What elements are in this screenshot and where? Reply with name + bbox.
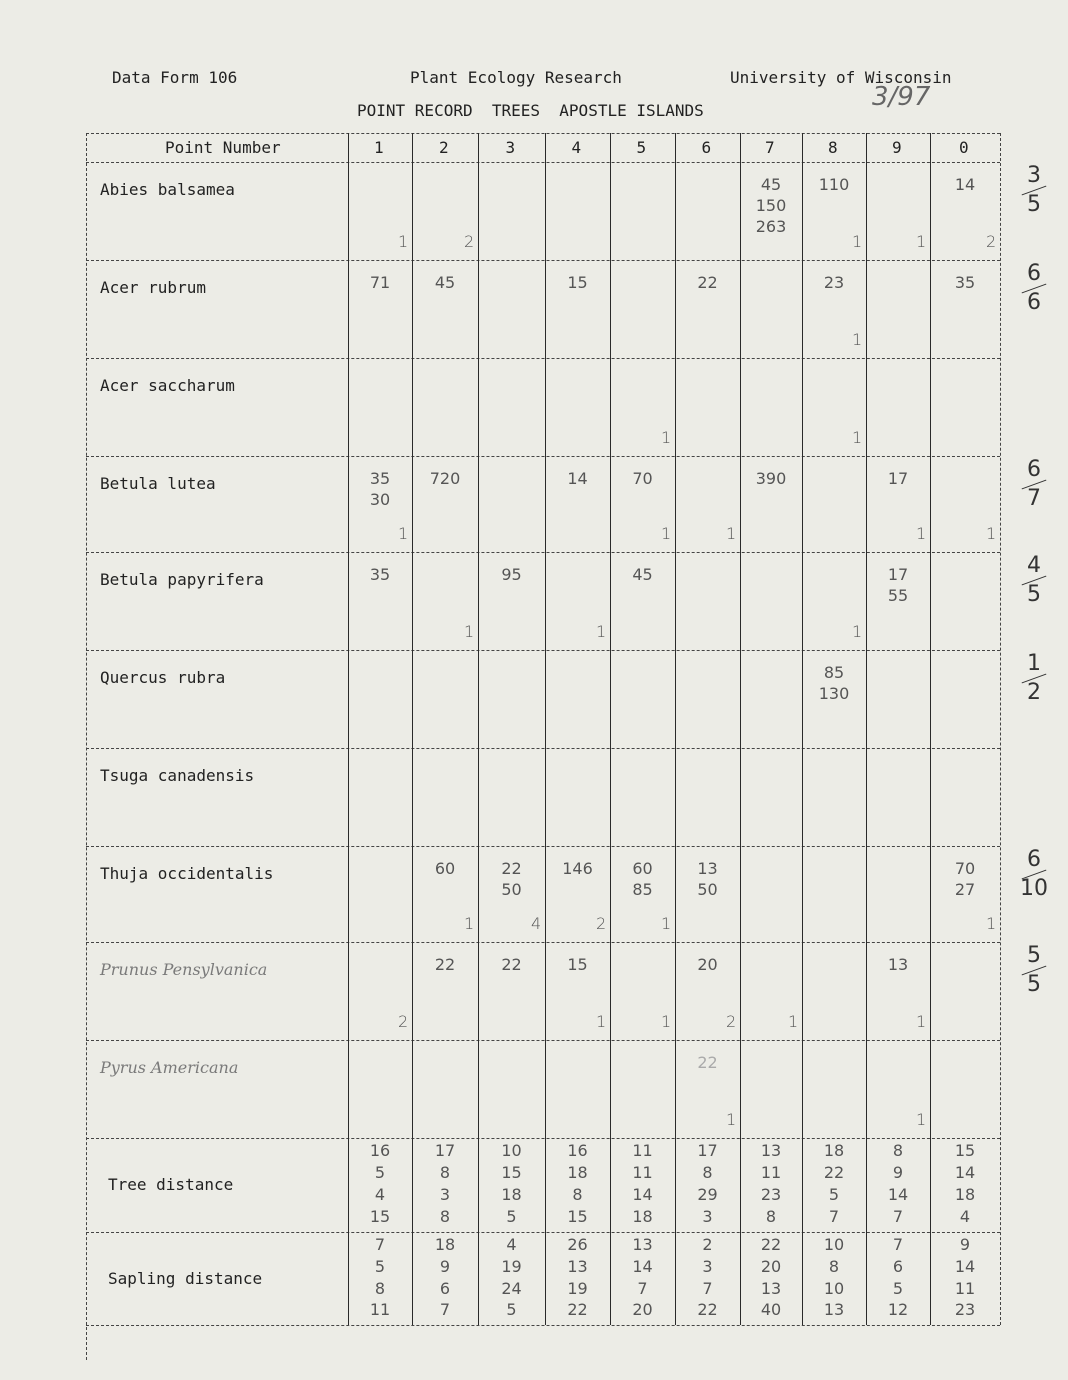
- distance-values: 9 14 11 23: [954, 1235, 976, 1320]
- row-summary-fraction: [1012, 458, 1056, 511]
- cell-value: 13: [887, 955, 909, 974]
- cell-count: 1: [726, 524, 737, 543]
- cell-value: 35 30: [369, 469, 391, 509]
- point-number: 4: [571, 138, 582, 157]
- distance-values: 16 18 8 15: [567, 1141, 588, 1226]
- cell-count: 1: [852, 622, 863, 641]
- cell-count: 1: [661, 524, 672, 543]
- cell-value: 20: [697, 955, 718, 974]
- row-summary-fraction: [1012, 652, 1056, 705]
- cell-count: 1: [596, 622, 607, 641]
- cell-count: 1: [852, 232, 863, 251]
- cell-value: 85 130: [818, 663, 850, 703]
- cell-value: 720: [429, 469, 461, 488]
- distance-values: 17 8 3 8: [434, 1141, 456, 1226]
- cell-count: 1: [398, 524, 409, 543]
- species-name: Thuja occidentalis: [100, 864, 274, 883]
- cell-count: 1: [788, 1012, 799, 1031]
- species-name: Pyrus Americana: [100, 1058, 239, 1077]
- species-name: Prunus Pensylvanica: [100, 960, 268, 979]
- column-divider: [675, 133, 676, 1325]
- cell-value: 390: [755, 469, 787, 488]
- cell-value: 14: [567, 469, 588, 488]
- cell-value: 45: [434, 273, 456, 292]
- species-name: Betula lutea: [100, 474, 216, 493]
- column-divider: [478, 133, 479, 1325]
- distance-values: 7 6 5 12: [887, 1235, 909, 1320]
- row-divider: [86, 162, 1000, 163]
- cell-value: 17: [887, 469, 909, 488]
- column-divider: [545, 133, 546, 1325]
- point-number: 8: [828, 138, 838, 157]
- distance-values: 7 5 8 11: [369, 1235, 391, 1320]
- cell-count: 1: [916, 524, 927, 543]
- cell-count: 1: [464, 914, 475, 933]
- distance-values: 13 14 7 20: [632, 1235, 653, 1320]
- point-number: 2: [439, 138, 449, 157]
- row-divider: [86, 552, 1000, 553]
- cell-count: 1: [916, 232, 927, 251]
- cell-value: 15: [567, 955, 588, 974]
- row-divider: [86, 1325, 1000, 1326]
- summary-denominator: 10: [1020, 876, 1048, 901]
- row-summary-fraction: [1012, 848, 1056, 901]
- row-summary-fraction: [1012, 554, 1056, 607]
- cell-value: 13 50: [697, 859, 718, 899]
- row-divider: [86, 358, 1000, 359]
- cell-count: 1: [596, 1012, 607, 1031]
- point-number: 0: [959, 138, 969, 157]
- distance-values: 13 11 23 8: [760, 1141, 782, 1226]
- row-divider: [86, 1138, 1000, 1139]
- cell-value: 45 150 263: [755, 175, 787, 236]
- cell-value: 45: [632, 565, 653, 584]
- cell-value: 70 27: [954, 859, 976, 899]
- row-divider: [86, 748, 1000, 749]
- species-name: Abies balsamea: [100, 180, 235, 199]
- cell-count: 1: [661, 914, 672, 933]
- cell-value: 22 50: [501, 859, 522, 899]
- cell-value: 95: [501, 565, 522, 584]
- sapling-distance-label: Sapling distance: [108, 1268, 263, 1288]
- point-number-label: Point Number: [165, 138, 281, 157]
- distance-values: 15 14 18 4: [954, 1141, 976, 1226]
- cell-count: 4: [531, 914, 542, 933]
- distance-values: 11 11 14 18: [632, 1141, 653, 1226]
- cell-count: 1: [852, 428, 863, 447]
- column-divider: [740, 133, 741, 1325]
- summary-numerator: 6: [1027, 261, 1041, 286]
- species-name: Betula papyrifera: [100, 570, 264, 589]
- table-left-border: [86, 133, 87, 1360]
- species-name: Tsuga canadensis: [100, 766, 255, 785]
- cell-value: 110: [818, 175, 850, 194]
- cell-count: 2: [398, 1012, 409, 1031]
- column-divider: [866, 133, 867, 1325]
- cell-count: 1: [661, 1012, 672, 1031]
- department: Plant Ecology Research: [410, 68, 622, 87]
- university: University of Wisconsin: [730, 68, 952, 87]
- cell-count: 2: [726, 1012, 737, 1031]
- cell-value: 22: [501, 955, 522, 974]
- row-divider: [86, 650, 1000, 651]
- column-divider: [610, 133, 611, 1325]
- column-divider: [802, 133, 803, 1325]
- cell-value: 22: [697, 273, 718, 292]
- cell-value: 146: [562, 859, 593, 878]
- summary-denominator: 5: [1027, 582, 1041, 607]
- cell-count: 1: [661, 428, 672, 447]
- distance-values: 2 3 7 22: [697, 1235, 718, 1320]
- column-divider: [348, 133, 349, 1325]
- distance-values: 18 22 5 7: [823, 1141, 845, 1226]
- cell-value: 23: [823, 273, 845, 292]
- distance-values: 8 9 14 7: [887, 1141, 909, 1226]
- distance-values: 26 13 19 22: [567, 1235, 588, 1320]
- row-divider: [86, 942, 1000, 943]
- cell-value: 70: [632, 469, 653, 488]
- distance-values: 10 15 18 5: [501, 1141, 522, 1226]
- column-divider: [412, 133, 413, 1325]
- summary-numerator: 6: [1027, 847, 1041, 872]
- species-name: Quercus rubra: [100, 668, 226, 687]
- row-divider: [86, 133, 1000, 134]
- row-divider: [86, 260, 1000, 261]
- cell-value: 14: [954, 175, 976, 194]
- cell-value: 17 55: [887, 565, 909, 605]
- summary-denominator: 6: [1027, 290, 1041, 315]
- row-divider: [86, 846, 1000, 847]
- summary-denominator: 5: [1027, 192, 1041, 217]
- point-number: 3: [505, 138, 516, 157]
- point-number: 5: [636, 138, 647, 157]
- summary-numerator: 5: [1027, 943, 1041, 968]
- point-number: 7: [765, 138, 775, 157]
- species-name: Acer rubrum: [100, 278, 206, 297]
- cell-count: 1: [726, 1110, 737, 1129]
- column-divider: [1000, 133, 1001, 1325]
- distance-values: 4 19 24 5: [501, 1235, 522, 1320]
- summary-numerator: 1: [1027, 651, 1041, 676]
- cell-count: 1: [916, 1110, 927, 1129]
- cell-value: 22: [434, 955, 456, 974]
- cell-count: 1: [916, 1012, 927, 1031]
- form-id: Data Form 106: [112, 68, 238, 87]
- distance-values: 17 8 29 3: [697, 1141, 718, 1226]
- cell-count: 1: [464, 622, 475, 641]
- row-summary-fraction: [1012, 164, 1056, 217]
- form-title: POINT RECORD TREES APOSTLE ISLANDS: [357, 101, 704, 120]
- distance-values: 10 8 10 13: [823, 1235, 845, 1320]
- point-number: 1: [374, 138, 384, 157]
- cell-value: 60: [434, 859, 456, 878]
- cell-value: 71: [369, 273, 391, 292]
- row-divider: [86, 1040, 1000, 1041]
- summary-numerator: 3: [1027, 163, 1041, 188]
- distance-values: 22 20 13 40: [760, 1235, 782, 1320]
- summary-numerator: 4: [1027, 553, 1041, 578]
- cell-value: 15: [567, 273, 588, 292]
- distance-values: 18 9 6 7: [434, 1235, 456, 1320]
- row-divider: [86, 456, 1000, 457]
- cell-count: 1: [852, 330, 863, 349]
- cell-value: 60 85: [632, 859, 653, 899]
- cell-value: 35: [954, 273, 976, 292]
- summary-numerator: 6: [1027, 457, 1041, 482]
- distance-values: 16 5 4 15: [369, 1141, 391, 1226]
- cell-value: 22: [697, 1053, 718, 1072]
- point-number: 6: [701, 138, 712, 157]
- cell-count: 2: [596, 914, 607, 933]
- cell-count: 1: [986, 524, 997, 543]
- cell-count: 1: [986, 914, 997, 933]
- point-number: 9: [892, 138, 902, 157]
- species-name: Acer saccharum: [100, 376, 235, 395]
- summary-denominator: 5: [1027, 972, 1041, 997]
- cell-count: 2: [986, 232, 997, 251]
- tree-distance-label: Tree distance: [108, 1175, 234, 1194]
- row-summary-fraction: [1012, 944, 1056, 997]
- cell-count: 2: [464, 232, 475, 251]
- column-divider: [930, 133, 931, 1325]
- row-summary-fraction: [1012, 262, 1056, 315]
- row-divider: [86, 1232, 1000, 1233]
- cell-count: 1: [398, 232, 409, 251]
- date-note: 3/97: [872, 82, 931, 112]
- summary-denominator: 7: [1027, 486, 1041, 511]
- cell-value: 35: [369, 565, 391, 584]
- summary-denominator: 2: [1027, 680, 1041, 705]
